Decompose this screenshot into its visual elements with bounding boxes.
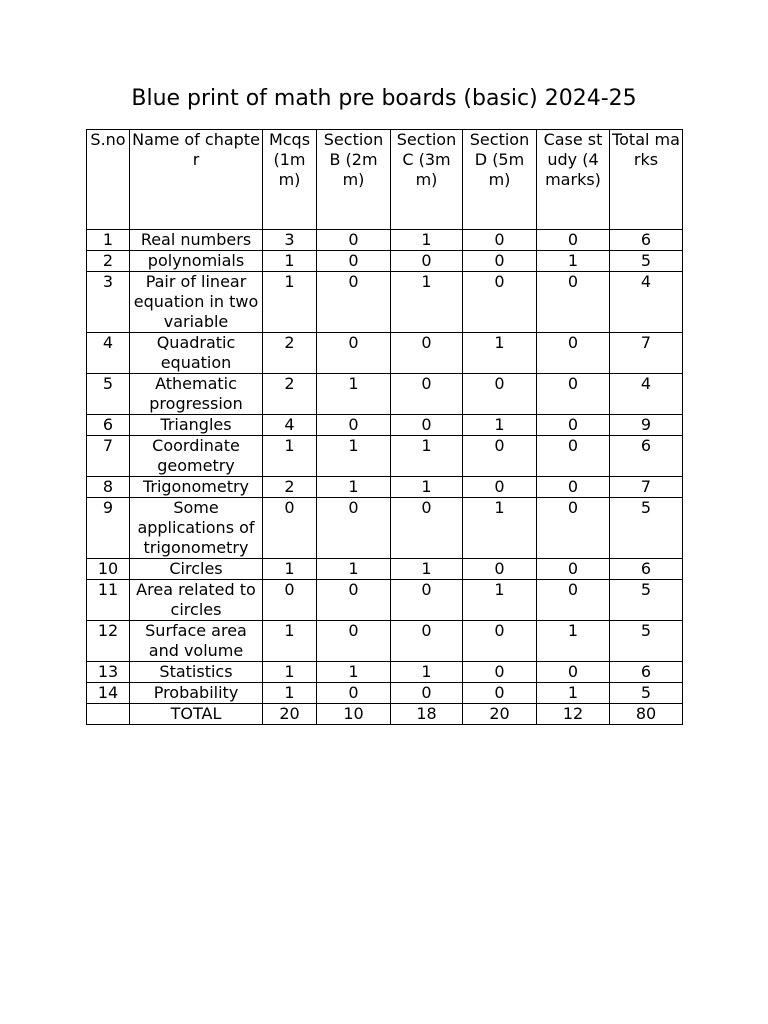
cell-total: 6 (610, 662, 683, 683)
cell-case-study: 0 (537, 272, 610, 333)
cell-sno: 3 (87, 272, 130, 333)
cell-section-d: 0 (463, 662, 537, 683)
cell-case-study: 1 (537, 251, 610, 272)
header-section-c: Section C (3mm) (391, 130, 463, 230)
cell-section-d: 0 (463, 683, 537, 704)
cell-section-b: 0 (317, 621, 391, 662)
cell-section-d: 0 (463, 374, 537, 415)
cell-chapter: Area related to circles (130, 580, 263, 621)
cell-section-b: 0 (317, 230, 391, 251)
cell-chapter: Triangles (130, 415, 263, 436)
cell-sno: 13 (87, 662, 130, 683)
cell-case-study: 0 (537, 374, 610, 415)
table-row (87, 333, 683, 374)
cell-case-study: 0 (537, 559, 610, 580)
cell-chapter: Probability (130, 683, 263, 704)
cell-total: 4 (610, 272, 683, 333)
cell-case-study: 0 (537, 415, 610, 436)
cell-chapter: Surface area and volume (130, 621, 263, 662)
cell-chapter: Coordinate geometry (130, 436, 263, 477)
cell-chapter: Quadratic equation (130, 333, 263, 374)
cell-total: 6 (610, 559, 683, 580)
total-cell-mcqs: 20 (263, 704, 317, 725)
table-row (87, 230, 683, 251)
cell-chapter: Circles (130, 559, 263, 580)
cell-total: 6 (610, 436, 683, 477)
table-row (87, 415, 683, 436)
cell-mcqs: 4 (263, 415, 317, 436)
cell-case-study: 1 (537, 683, 610, 704)
table-row (87, 374, 683, 415)
cell-case-study: 1 (537, 621, 610, 662)
header-chapter: Name of chapter (130, 130, 263, 230)
cell-total: 5 (610, 498, 683, 559)
header-section-b: Section B (2mm) (317, 130, 391, 230)
cell-sno: 14 (87, 683, 130, 704)
total-cell-section-c: 18 (391, 704, 463, 725)
cell-section-b: 1 (317, 559, 391, 580)
cell-section-c: 0 (391, 333, 463, 374)
cell-section-c: 0 (391, 415, 463, 436)
cell-section-d: 0 (463, 436, 537, 477)
cell-sno: 2 (87, 251, 130, 272)
total-cell-total: 80 (610, 704, 683, 725)
cell-section-d: 1 (463, 498, 537, 559)
cell-total: 5 (610, 580, 683, 621)
total-cell-section-d: 20 (463, 704, 537, 725)
total-cell-sno (87, 704, 130, 725)
cell-case-study: 0 (537, 498, 610, 559)
cell-mcqs: 2 (263, 374, 317, 415)
header-total-marks: Total marks (610, 130, 683, 230)
table-row (87, 498, 683, 559)
cell-chapter: Statistics (130, 662, 263, 683)
table-row (87, 272, 683, 333)
cell-total: 6 (610, 230, 683, 251)
table-header-row (87, 130, 683, 230)
cell-section-c: 0 (391, 498, 463, 559)
cell-section-d: 1 (463, 333, 537, 374)
cell-section-b: 1 (317, 477, 391, 498)
cell-mcqs: 1 (263, 436, 317, 477)
cell-section-c: 1 (391, 662, 463, 683)
cell-case-study: 0 (537, 580, 610, 621)
cell-section-c: 1 (391, 559, 463, 580)
cell-case-study: 0 (537, 477, 610, 498)
cell-total: 7 (610, 333, 683, 374)
cell-mcqs: 2 (263, 333, 317, 374)
table-row (87, 662, 683, 683)
cell-section-d: 0 (463, 251, 537, 272)
cell-chapter: Athematic progression (130, 374, 263, 415)
cell-sno: 10 (87, 559, 130, 580)
cell-mcqs: 1 (263, 683, 317, 704)
cell-total: 4 (610, 374, 683, 415)
cell-sno: 7 (87, 436, 130, 477)
cell-section-d: 0 (463, 477, 537, 498)
cell-section-c: 0 (391, 621, 463, 662)
cell-section-c: 1 (391, 272, 463, 333)
cell-section-b: 1 (317, 374, 391, 415)
blueprint-table (86, 129, 683, 725)
cell-sno: 9 (87, 498, 130, 559)
cell-sno: 8 (87, 477, 130, 498)
cell-section-d: 0 (463, 559, 537, 580)
header-mcqs: Mcqs (1mm) (263, 130, 317, 230)
cell-section-c: 0 (391, 251, 463, 272)
cell-section-b: 1 (317, 662, 391, 683)
cell-section-b: 0 (317, 498, 391, 559)
cell-chapter: Trigonometry (130, 477, 263, 498)
cell-section-c: 1 (391, 230, 463, 251)
table-row (87, 559, 683, 580)
cell-mcqs: 1 (263, 621, 317, 662)
cell-mcqs: 0 (263, 498, 317, 559)
cell-mcqs: 1 (263, 559, 317, 580)
cell-mcqs: 1 (263, 272, 317, 333)
cell-chapter: polynomials (130, 251, 263, 272)
cell-section-d: 1 (463, 580, 537, 621)
cell-mcqs: 1 (263, 251, 317, 272)
cell-sno: 6 (87, 415, 130, 436)
cell-sno: 5 (87, 374, 130, 415)
table-body (87, 230, 683, 725)
header-sno: S.no (87, 130, 130, 230)
cell-section-b: 1 (317, 436, 391, 477)
cell-section-c: 1 (391, 436, 463, 477)
cell-sno: 4 (87, 333, 130, 374)
cell-case-study: 0 (537, 230, 610, 251)
cell-section-c: 0 (391, 683, 463, 704)
cell-sno: 1 (87, 230, 130, 251)
table-row (87, 436, 683, 477)
total-row (87, 704, 683, 725)
cell-total: 5 (610, 251, 683, 272)
cell-case-study: 0 (537, 333, 610, 374)
cell-section-d: 0 (463, 230, 537, 251)
cell-chapter: Real numbers (130, 230, 263, 251)
cell-section-d: 0 (463, 621, 537, 662)
cell-case-study: 0 (537, 662, 610, 683)
cell-total: 5 (610, 621, 683, 662)
total-cell-chapter: TOTAL (130, 704, 263, 725)
cell-section-b: 0 (317, 580, 391, 621)
total-cell-section-b: 10 (317, 704, 391, 725)
cell-section-c: 0 (391, 580, 463, 621)
header-section-d: Section D (5mm) (463, 130, 537, 230)
cell-sno: 11 (87, 580, 130, 621)
cell-section-c: 1 (391, 477, 463, 498)
cell-section-b: 0 (317, 251, 391, 272)
cell-case-study: 0 (537, 436, 610, 477)
document-title: Blue print of math pre boards (basic) 2024-25 (131, 86, 637, 111)
table-row (87, 251, 683, 272)
table-row (87, 477, 683, 498)
cell-section-d: 1 (463, 415, 537, 436)
header-case-study: Case study (4 marks) (537, 130, 610, 230)
cell-sno: 12 (87, 621, 130, 662)
cell-chapter: Some applications of trigonometry (130, 498, 263, 559)
total-cell-case-study: 12 (537, 704, 610, 725)
cell-mcqs: 1 (263, 662, 317, 683)
cell-total: 7 (610, 477, 683, 498)
cell-total: 9 (610, 415, 683, 436)
table-row (87, 580, 683, 621)
cell-section-d: 0 (463, 272, 537, 333)
cell-section-b: 0 (317, 415, 391, 436)
cell-section-b: 0 (317, 272, 391, 333)
cell-mcqs: 2 (263, 477, 317, 498)
cell-total: 5 (610, 683, 683, 704)
table-row (87, 621, 683, 662)
table-row (87, 683, 683, 704)
cell-mcqs: 3 (263, 230, 317, 251)
cell-chapter: Pair of linear equation in two variable (130, 272, 263, 333)
cell-section-b: 0 (317, 333, 391, 374)
cell-mcqs: 0 (263, 580, 317, 621)
cell-section-b: 0 (317, 683, 391, 704)
cell-section-c: 0 (391, 374, 463, 415)
